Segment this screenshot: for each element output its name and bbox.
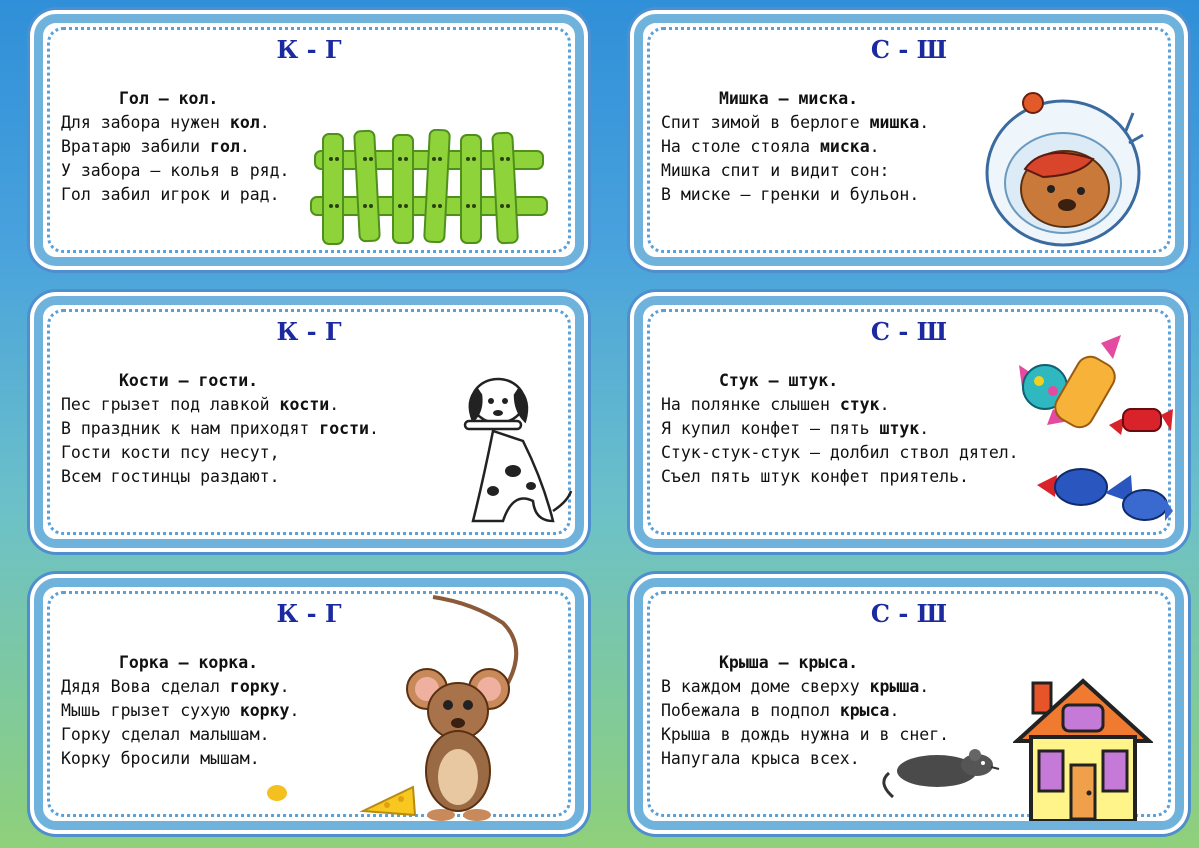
poem-heading: Стук – штук.: [719, 371, 839, 390]
poem-line: Крыша в дождь нужна и в снег.: [661, 725, 950, 744]
poem-line: Стук-стук-стук – долбил ствол дятел.: [661, 443, 1019, 462]
poem-heading: Кости – гости.: [119, 371, 259, 390]
card-title: С - Ш: [870, 35, 948, 64]
poem-line: В каждом доме сверху крыша.: [661, 677, 930, 696]
poem: [61, 87, 289, 207]
card-title: С - Ш: [870, 317, 948, 346]
poem-line: Пес грызет под лавкой кости.: [61, 395, 340, 414]
poem-line: Дядя Вова сделал горку.: [61, 677, 290, 696]
dog-icon: [443, 371, 573, 531]
poem-line: Мышь грызет сухую корку.: [61, 701, 300, 720]
poem-line: Всем гостинцы раздают.: [61, 467, 280, 486]
poem: [661, 87, 929, 207]
sleeping-bear-icon: [973, 73, 1153, 253]
card-k-g-gorka-korka: [34, 578, 584, 830]
poem-line: Напугала крыса всех.: [661, 749, 860, 768]
poem-line: Вратарю забили гол.: [61, 137, 250, 156]
poem: [661, 369, 1019, 489]
poem-line: Гости кости псу несут,: [61, 443, 280, 462]
poem-heading: Гол – кол.: [119, 89, 219, 108]
card-k-g-kosti-gosti: [34, 296, 584, 548]
fence-icon: [305, 129, 555, 249]
card-title: К - Г: [276, 599, 342, 628]
card-title: С - Ш: [870, 599, 948, 628]
poem-heading: Горка – корка.: [119, 653, 259, 672]
poem-line: Для забора нужен кол.: [61, 113, 270, 132]
poem-line: Спит зимой в берлоге мишка.: [661, 113, 930, 132]
poem-line: Я купил конфет – пять штук.: [661, 419, 930, 438]
card-s-sh-krysha-krysa: [634, 578, 1184, 830]
rat-icon: [873, 737, 1003, 807]
poem-line: Мишка спит и видит сон:: [661, 161, 890, 180]
poem-line: На полянке слышен стук.: [661, 395, 890, 414]
poem-line: Побежала в подпол крыса.: [661, 701, 900, 720]
poem-line: Корку бросили мышам.: [61, 749, 260, 768]
poem-heading: Мишка – миска.: [719, 89, 859, 108]
card-k-g-gol-kol: [34, 14, 584, 266]
card-title: К - Г: [276, 317, 342, 346]
poem-line: В миске – гренки и бульон.: [661, 185, 920, 204]
poem-line: На столе стояла миска.: [661, 137, 880, 156]
poem-line: Горку сделал малышам.: [61, 725, 270, 744]
poem-line: Гол забил игрок и рад.: [61, 185, 280, 204]
poem-heading: Крыша – крыса.: [719, 653, 859, 672]
poem: [61, 369, 379, 489]
poem-line: В праздник к нам приходят гости.: [61, 419, 379, 438]
mouse-icon: [263, 593, 573, 823]
poem-line: У забора – колья в ряд.: [61, 161, 290, 180]
card-s-sh-mishka-miska: [634, 14, 1184, 266]
candies-icon: [1013, 325, 1173, 535]
poem-line: Съел пять штук конфет приятель.: [661, 467, 969, 486]
card-title: К - Г: [276, 35, 342, 64]
card-s-sh-stuk-shtuk: [634, 296, 1184, 548]
house-icon: [1013, 675, 1153, 825]
